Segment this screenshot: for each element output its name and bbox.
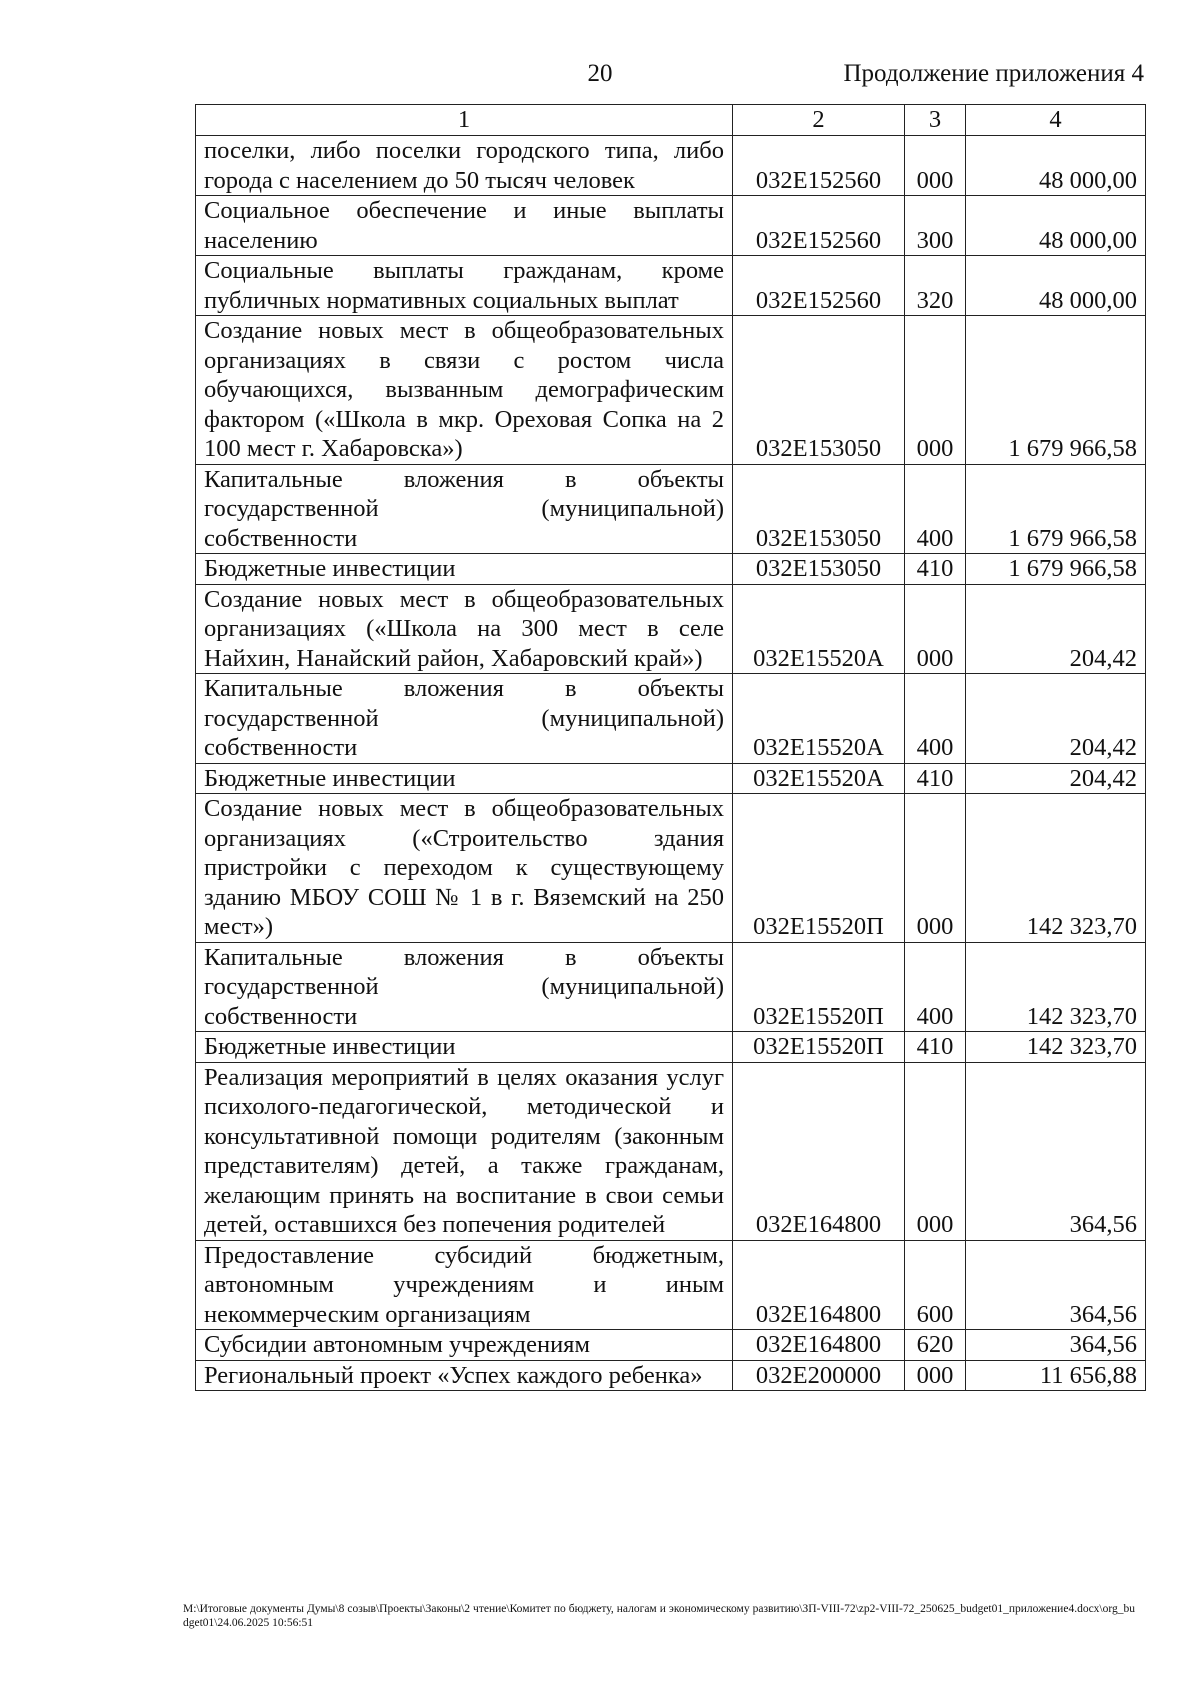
row-sum: 204,42 [966, 584, 1146, 674]
table-row [196, 256, 1146, 316]
row-name: Бюджетные инвестиции [196, 763, 733, 794]
row-code: 032Е15520П [733, 942, 905, 1032]
row-name: Создание новых мест в общеобразовательных организациях («Строительство здания пристройки с переходом к существующему зданию МБОУ СОШ № 1 в г. Вяземский на 250 мест») [196, 794, 733, 943]
row-code: 032Е15520П [733, 1032, 905, 1063]
row-code: 032Е152560 [733, 136, 905, 196]
row-kvr: 000 [905, 136, 966, 196]
row-sum: 48 000,00 [966, 196, 1146, 256]
row-sum: 48 000,00 [966, 256, 1146, 316]
row-kvr: 000 [905, 1062, 966, 1240]
page-number: 20 [587, 60, 613, 87]
table-row [196, 196, 1146, 256]
row-name: Субсидии автономным учреждениям [196, 1330, 733, 1361]
table-row [196, 136, 1146, 196]
row-code: 032Е164800 [733, 1240, 905, 1330]
row-code: 032Е15520П [733, 794, 905, 943]
row-sum: 1 679 966,58 [966, 316, 1146, 465]
row-sum: 364,56 [966, 1330, 1146, 1361]
row-code: 032Е15520А [733, 584, 905, 674]
budget-table [195, 104, 1146, 1391]
row-name: поселки, либо поселки городского типа, либо города с населением до 50 тысяч человек [196, 136, 733, 196]
row-code: 032Е200000 [733, 1360, 905, 1391]
row-name: Бюджетные инвестиции [196, 1032, 733, 1063]
row-code: 032Е153050 [733, 554, 905, 585]
column-header: 4 [966, 105, 1146, 136]
row-sum: 11 656,88 [966, 1360, 1146, 1391]
row-name: Создание новых мест в общеобразовательных организациях в связи с ростом числа обучающихся, вызванным демографическим фактором («Школа в мкр. Ореховая Сопка на 2 100 мест г. Хабаровска») [196, 316, 733, 465]
row-name: Социальные выплаты гражданам, кроме публичных нормативных социальных выплат [196, 256, 733, 316]
table-header-row [196, 105, 1146, 136]
column-header: 2 [733, 105, 905, 136]
table-row [196, 1240, 1146, 1330]
row-kvr: 400 [905, 674, 966, 764]
table-row [196, 554, 1146, 585]
table-row [196, 464, 1146, 554]
row-kvr: 400 [905, 942, 966, 1032]
row-kvr: 000 [905, 794, 966, 943]
row-code: 032Е152560 [733, 256, 905, 316]
file-path-footer: M:\Итоговые документы Думы\8 созыв\Проекты\Законы\2 чтение\Комитет по бюджету, налогам и экономическому развитию\ЗП-VIII-72\zp2-VIII-72_250625_budget01_приложение4.docx\org_budget01\24.06.2025 10:56:51 [183, 1603, 1135, 1629]
table-row [196, 674, 1146, 764]
table-row [196, 763, 1146, 794]
row-sum: 142 323,70 [966, 794, 1146, 943]
table-row [196, 1062, 1146, 1240]
table-row [196, 794, 1146, 943]
row-kvr: 410 [905, 1032, 966, 1063]
row-code: 032Е15520А [733, 674, 905, 764]
row-sum: 364,56 [966, 1240, 1146, 1330]
row-sum: 1 679 966,58 [966, 464, 1146, 554]
row-kvr: 000 [905, 584, 966, 674]
row-kvr: 320 [905, 256, 966, 316]
row-name: Капитальные вложения в объекты государственной (муниципальной) собственности [196, 942, 733, 1032]
row-code: 032Е152560 [733, 196, 905, 256]
table-row [196, 316, 1146, 465]
row-name: Региональный проект «Успех каждого ребенка» [196, 1360, 733, 1391]
row-name: Капитальные вложения в объекты государственной (муниципальной) собственности [196, 674, 733, 764]
row-name: Капитальные вложения в объекты государственной (муниципальной) собственности [196, 464, 733, 554]
row-kvr: 410 [905, 554, 966, 585]
row-kvr: 600 [905, 1240, 966, 1330]
row-code: 032Е153050 [733, 464, 905, 554]
row-sum: 204,42 [966, 763, 1146, 794]
row-code: 032Е164800 [733, 1330, 905, 1361]
row-sum: 204,42 [966, 674, 1146, 764]
table-row [196, 942, 1146, 1032]
row-code: 032Е15520А [733, 763, 905, 794]
row-sum: 364,56 [966, 1062, 1146, 1240]
row-code: 032Е164800 [733, 1062, 905, 1240]
column-header: 3 [905, 105, 966, 136]
table-row [196, 1032, 1146, 1063]
row-kvr: 300 [905, 196, 966, 256]
row-kvr: 620 [905, 1330, 966, 1361]
row-name: Реализация мероприятий в целях оказания услуг психолого-педагогической, методической и консультативной помощи родителям (законным представителям) детей, а также гражданам, желающим принять на воспитание в свои семьи детей, оставшихся без попечения родителей [196, 1062, 733, 1240]
row-sum: 142 323,70 [966, 942, 1146, 1032]
row-name: Бюджетные инвестиции [196, 554, 733, 585]
row-sum: 48 000,00 [966, 136, 1146, 196]
row-kvr: 410 [905, 763, 966, 794]
table-row [196, 1330, 1146, 1361]
continuation-label: Продолжение приложения 4 [843, 60, 1144, 87]
row-sum: 142 323,70 [966, 1032, 1146, 1063]
row-kvr: 000 [905, 1360, 966, 1391]
row-kvr: 400 [905, 464, 966, 554]
row-name: Предоставление субсидий бюджетным, автономным учреждениям и иным некоммерческим организациям [196, 1240, 733, 1330]
row-name: Создание новых мест в общеобразовательных организациях («Школа на 300 мест в селе Найхин, Нанайский район, Хабаровский край») [196, 584, 733, 674]
column-header: 1 [196, 105, 733, 136]
row-sum: 1 679 966,58 [966, 554, 1146, 585]
row-code: 032Е153050 [733, 316, 905, 465]
row-name: Социальное обеспечение и иные выплаты населению [196, 196, 733, 256]
table-row [196, 1360, 1146, 1391]
table-row [196, 584, 1146, 674]
row-kvr: 000 [905, 316, 966, 465]
